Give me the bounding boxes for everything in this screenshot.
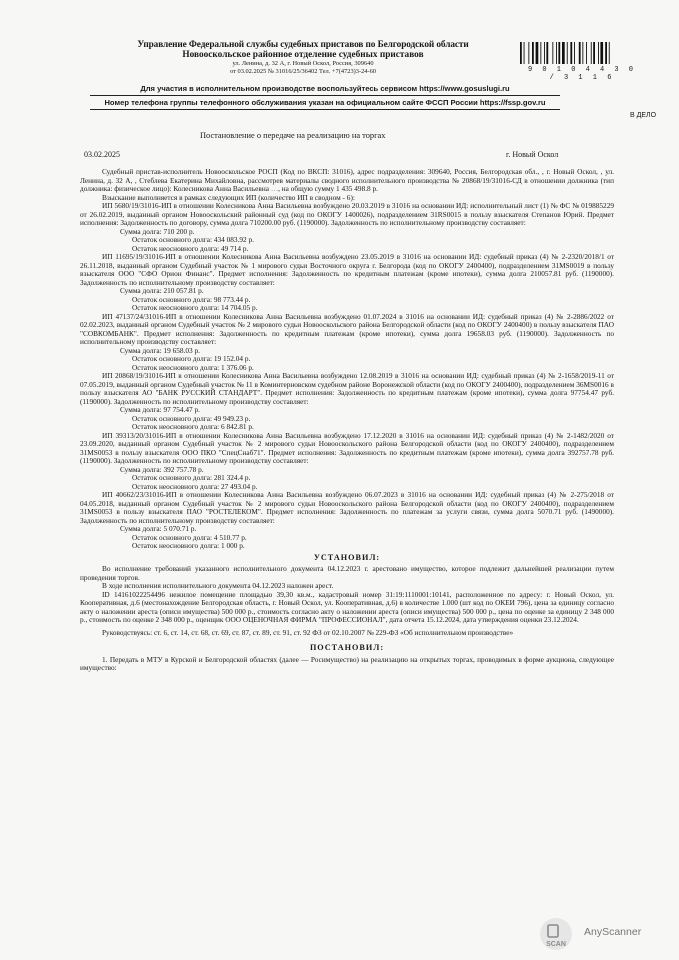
barcode-bar (591, 42, 592, 64)
barcode-number: 9 0 1 0 4 4 3 0 / 3 1 1 6 (527, 66, 636, 82)
proceeding-paragraph: ИП 40662/23/31016-ИП в отношении Колесникова Анна Васильевна возбуждено 06.07.2023 в 31016 на основании ИД: судебный приказ (4) № 2-275/2018 от 04.05.2018, выданный органом Судебный участок № 2 мирового судьи Новооскольского района Белгородской области (код по ОКОГУ 2400400), подразделением 31MS0053 в пользу взыскателя ПАО "РОСТЕЛЕКОМ". Предмет исполнения: Задолженность по платежам за услуги связи, сумма долга 5070.71 руб. (1490000). Задолженность по исполнительному производству составляет: (80, 490, 614, 525)
barcode-bar (540, 42, 541, 64)
barcode-bar (558, 42, 560, 64)
agency-address: ул. Ленина, д. 32 А, г. Новый Оскол, Россия, 309640 (232, 60, 374, 67)
scan-app-icon (538, 916, 574, 952)
proceeding-paragraph: ИП 5680/19/31016-ИП в отношении Колесникова Анна Васильевна возбуждено 20.03.2019 в 31016 на основании ИД: исполнительный лист (1) № ФС № 019885229 от 26.02.2019, выданный органом Новооскольский районный суд (код по ОКОГУ 1400026), подразделением 31RS0015 в пользу взыскателя Степанов Юрий. Предмет исполнения: Задолженность по договору, сумма долга 710200.00 руб. (1190000). Задолженность по исполнительному производству составляет: (80, 201, 614, 227)
scan-icon-label: SCAN (546, 941, 566, 948)
proceeding-debt-amount: Сумма долга: 19 658.03 р. (120, 345, 200, 355)
proceeding-paragraph: ИП 20868/19/31016-ИП в отношении Колесникова Анна Васильевна возбуждено 12.08.2019 в 31016 на основании ИД: судебный приказ (4) № 2-1658/2019-11 от 07.05.2019, выданный органом Судебный участок № 11 в Коминтерновском судебном районе Воронежской области (код по ОКОГУ 2400400), подразделением 36MS0016 в пользу взыскателя АО "БАНК РУССКИЙ СТАНДАРТ". Предмет исполнения: Задолженность по кредитным платежам (кроме ипотеки), сумма долга 97754.47 руб. (1190000). Задолженность по исполнительному производству составляет: (80, 371, 614, 406)
established-heading: УСТАНОВИЛ: (313, 552, 381, 562)
proceeding-main-amount: Остаток основного долга: 4 510.77 р. (132, 532, 247, 542)
fssp-phone-notice: Номер телефона группы телефонного обслуживания указан на официальном сайте ФССП России https://fssp.gov.ru (104, 98, 546, 107)
proceeding-nonmain-amount: Остаток неосновного долга: 27 493.04 р. (132, 481, 258, 491)
intro-paragraph: Судебный пристав-исполнитель Новооскольское РОСП (Код по ВКСП: 31016), адрес подразделения: 309640, Россия, Белгородская обл., , г. Новый Оскол, , ул. Ленина, д. 32 А, , Стеблева Екатерина Михайловна, рассмотрев материалы сводного исполнительного производства № 20868/19/31016-СД в отношении должника (тип должника: физическое лицо): Колесникова Анна Васильевна …, на общую сумму 1 435 498.8 р. (80, 167, 614, 193)
header-rule-bottom (90, 109, 560, 110)
established-paragraph-2: В ходе исполнения исполнительного документа 04.12.2023 наложен арест. (102, 581, 334, 590)
proceeding-paragraph: ИП 39313/20/31016-ИП в отношении Колесникова Анна Васильевна возбуждено 17.12.2020 в 31016 на основании ИД: судебный приказ (4) № 2-1482/2020 от 23.09.2020, выданный органом Судебный участок № 2 мирового судьи Новооскольского района Белгородской области (код по ОКОГУ 2400400), подразделением 31MS0053 в пользу взыскателя ООО ПКО "СпецСнаб71". Предмет исполнения: Задолженность по кредитным платежам (кроме ипотеки), сумма долга 392757.78 руб. (1190000). Задолженность по исполнительному производству составляет: (80, 430, 614, 465)
proceeding-debt-amount: Сумма долга: 392 757.78 р. (120, 464, 204, 474)
proceeding-debt-amount: Сумма долга: 5 070.71 р. (120, 524, 197, 533)
barcode-bar (567, 42, 568, 64)
agency-reference: от 03.02.2025 № 31016/25/36402 Тел. +7(4723)3-24-60 (230, 68, 376, 75)
proceeding-debt-amount: Сумма долга: 710 200 р. (120, 226, 195, 236)
barcode-bar (536, 42, 539, 64)
barcode-bar (520, 42, 522, 64)
proceedings-list (80, 202, 614, 551)
proceeding-main-amount: Остаток основного долга: 434 083.92 р. (132, 235, 254, 244)
barcode-bar (593, 42, 595, 64)
proceeding-debt-amount: Сумма долга: 97 754.47 р. (120, 405, 200, 414)
barcode-bar (544, 42, 545, 64)
barcode-bar (574, 42, 575, 64)
app-watermark: AnyScanner (584, 926, 642, 938)
proceeding-nonmain-amount: Остаток неосновного долга: 6 842.81 р. (132, 422, 254, 431)
established-paragraph-1: Во исполнение требований указанного исполнительного документа 04.12.2023 г. арестовано имущество, которое подлежит дальнейшей реализации путем проведения торгов. (80, 564, 614, 582)
resolved-paragraph-1: 1. Передать в МТУ в Курской и Белгородской областях (далее — Росимущество) на реализацию на открытых торгах, проводимых в форме аукциона, следующее имущество: (80, 654, 614, 672)
proceeding-nonmain-amount: Остаток неосновного долга: 1 000 р. (132, 541, 245, 550)
resolved-heading: ПОСТАНОВИЛ: (309, 643, 385, 652)
document-body (80, 168, 614, 673)
barcode (520, 42, 640, 64)
barcode-bar (532, 42, 534, 64)
barcode-bar (609, 42, 610, 64)
proceeding-paragraph: ИП 47137/24/31016-ИП в отношении Колесникова Анна Васильевна возбуждено 01.07.2024 в 31016 на основании ИД: судебный приказ (4) № 2-2886/2022 от 02.02.2023, выданный органом Судебный участок № 2 мирового судьи Новооскольского района Белгородской области (код по ОКОГУ 2400400) в пользу взыскателя ПАО "СОВКОМБАНК". Предмет исполнения: Задолженность по кредитным платежам (кроме ипотеки), сумма долга 19658.03 руб. (1190000). Задолженность по исполнительному производству составляет: (80, 311, 614, 346)
barcode-bar (605, 42, 607, 64)
barcode-bar (528, 42, 529, 64)
proceeding-main-amount: Остаток основного долга: 49 949.23 р. (132, 413, 251, 423)
barcode-bar (546, 42, 548, 64)
proceeding-paragraph: ИП 11695/19/31016-ИП в отношении Колесникова Анна Васильевна возбуждено 23.05.2019 в 31016 на основании ИД: судебный приказ (4) № 2-2320/2018/1 от 26.11.2018, выданный органом Судебный участок № 1 мирового судьи Восточного округа г. Белгорода (код по ОКОГУ 2400400), подразделением 31MS0019 в пользу взыскателя ООО "СФО Орион Финанс". Предмет исполнения: Задолженность по кредитным платежам (кроме ипотеки), сумма долга 210057.81 руб. (1190000). Задолженность по исполнительному производству составляет: (80, 252, 614, 287)
collection-note: Взыскание выполняется в рамках следующих ИП (количество ИП в сводном - 6): (102, 192, 355, 202)
barcode-bar (552, 42, 553, 64)
barcode-bar (598, 42, 599, 64)
department-name: Новооскольское районное отделение судебных приставов (182, 50, 424, 60)
barcode-bar (524, 42, 525, 64)
barcode-bar (582, 42, 583, 64)
proceeding-main-amount: Остаток основного долга: 281 324.4 р. (132, 473, 251, 482)
document-title: Постановление о передаче на реализацию на торгах (200, 131, 386, 140)
barcode-bar (586, 42, 587, 64)
agency-header (88, 40, 518, 76)
delo-stamp: В ДЕЛО (630, 112, 657, 119)
document-date: 03.02.2025 (84, 150, 120, 159)
gosuslugi-notice: Для участия в исполнительном производстве воспользуйтесь сервисом https://www.gosuslugi.ru (140, 84, 510, 93)
proceeding-debt-amount: Сумма долга: 210 057.81 р. (120, 286, 204, 295)
established-paragraph-3: ID 14161022254496 нежилое помещение площадью 39,30 кв.м., кадастровый номер 31:19:1110001:10141, расположенное по адресу: г. Новый Оскол, ул. Кооперативная, д.6 (местонахождение Белгородская область, г. Новый Оскол, ул. Кооперативная, д.6) в количестве 1.000 (шт код по ОКЕИ 796), цена за единицу согласно акту о наложении ареста (описи имущества) 500 000 р., стоимость согласно акту о наложении ареста (описи имущества) 500 000 р., цена по оценке за единицу 2 348 000 р., стоимость по оценке 2 348 000 р., оценщик ООО ОЦЕНОЧНАЯ ФИРМА "ПРОФЕССИОНАЛ", дата отчета 15.12.2024, дата утверждения оценки 23.12.2024. (80, 589, 614, 624)
barcode-bar (562, 42, 565, 64)
proceeding-nonmain-amount: Остаток неосновного долга: 14 704.05 р. (132, 303, 258, 312)
proceeding-nonmain-amount: Остаток неосновного долга: 49 714 р. (132, 243, 249, 253)
barcode-bar (556, 42, 557, 64)
proceeding-nonmain-amount: Остаток неосновного долга: 1 376.06 р. (132, 362, 254, 372)
proceeding-main-amount: Остаток основного долга: 19 152.04 р. (132, 354, 251, 363)
guided-by-paragraph: Руководствуясь: ст. 6, ст. 14, ст. 68, ст. 69, ст. 87, ст. 89, ст. 91, ст. 92 ФЗ от 02.10.2007 № 229-ФЗ «Об исполнительном производстве» (102, 627, 514, 637)
barcode-bar (579, 42, 581, 64)
barcode-bar (600, 42, 603, 64)
proceeding-main-amount: Остаток основного долга: 98 773.44 р. (132, 294, 251, 304)
header-rule (90, 95, 560, 96)
agency-name: Управление Федеральной службы судебных приставов по Белгородской области (137, 40, 469, 50)
document-city: г. Новый Оскол (506, 150, 559, 159)
barcode-bar (570, 42, 572, 64)
